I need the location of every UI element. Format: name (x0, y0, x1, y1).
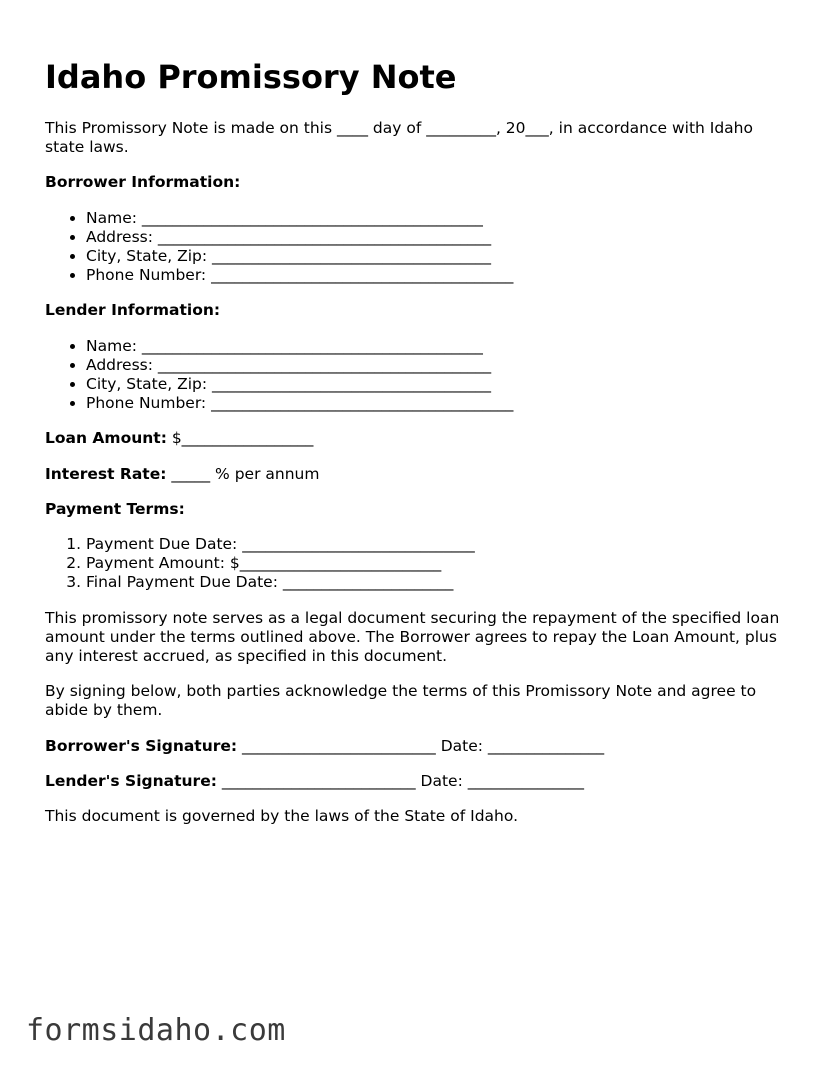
document-page (45, 56, 785, 826)
lender-address-field: • Address: ___________________________________________ (86, 356, 785, 375)
lender-signature-line (45, 772, 785, 791)
lender-signature-label: Lender's Signature: (45, 771, 217, 790)
watermark-logo: formsidaho.com (26, 1013, 286, 1048)
lender-heading: Lender Information: (45, 301, 221, 320)
borrower-heading: Borrower Information: (45, 173, 241, 192)
lender-phone-field: • Phone Number: _______________________________________ (86, 394, 785, 413)
borrower-signature-line (45, 737, 785, 756)
final-payment-due-date-field: 3. Final Payment Due Date: ______________________ (86, 573, 785, 592)
borrower-signature-blank: _________________________ Date: _______________ (237, 736, 605, 755)
borrower-address-field: • Address: ___________________________________________ (86, 228, 785, 247)
lender-signature-blank: _________________________ Date: _______________ (216, 771, 584, 790)
document-title: Idaho Promissory Note (45, 58, 457, 96)
borrower-signature-label: Borrower's Signature: (45, 736, 238, 755)
payment-terms-list (45, 535, 785, 593)
payment-terms-heading: Payment Terms: (45, 499, 185, 518)
loan-amount-label: Loan Amount: (45, 429, 167, 448)
loan-amount-blank: $_________________ (166, 429, 314, 448)
interest-rate-line (45, 465, 785, 484)
legal-paragraph: This promissory note serves as a legal document securing the repayment of the specified loan amount under the terms outlined above. The Borrower agrees to repay the Loan Amount, plus any interest accrued, as specified in this document. (45, 608, 780, 666)
borrower-name-field: • Name: ____________________________________________ (86, 209, 785, 228)
loan-amount-line (45, 429, 785, 448)
lender-fields-list (45, 337, 785, 414)
payment-due-date-field: 1. Payment Due Date: ______________________________ (86, 535, 785, 554)
payment-amount-field: 2. Payment Amount: $__________________________ (86, 554, 785, 573)
borrower-fields-list (45, 209, 785, 286)
interest-rate-label: Interest Rate: (45, 464, 167, 483)
intro-paragraph: This Promissory Note is made on this ____ day of _________, 20___, in accordance with Idaho state laws. (45, 119, 753, 157)
borrower-phone-field: • Phone Number: _______________________________________ (86, 266, 785, 285)
lender-name-field: • Name: ____________________________________________ (86, 337, 785, 356)
interest-rate-blank: _____ % per annum (166, 464, 320, 483)
acknowledgement-paragraph: By signing below, both parties acknowledge the terms of this Promissory Note and agree to abide by them. (45, 682, 757, 720)
borrower-city-state-zip-field: • City, State, Zip: ____________________________________ (86, 247, 785, 266)
governing-law-paragraph: This document is governed by the laws of the State of Idaho. (45, 807, 519, 826)
lender-city-state-zip-field: • City, State, Zip: ____________________________________ (86, 375, 785, 394)
